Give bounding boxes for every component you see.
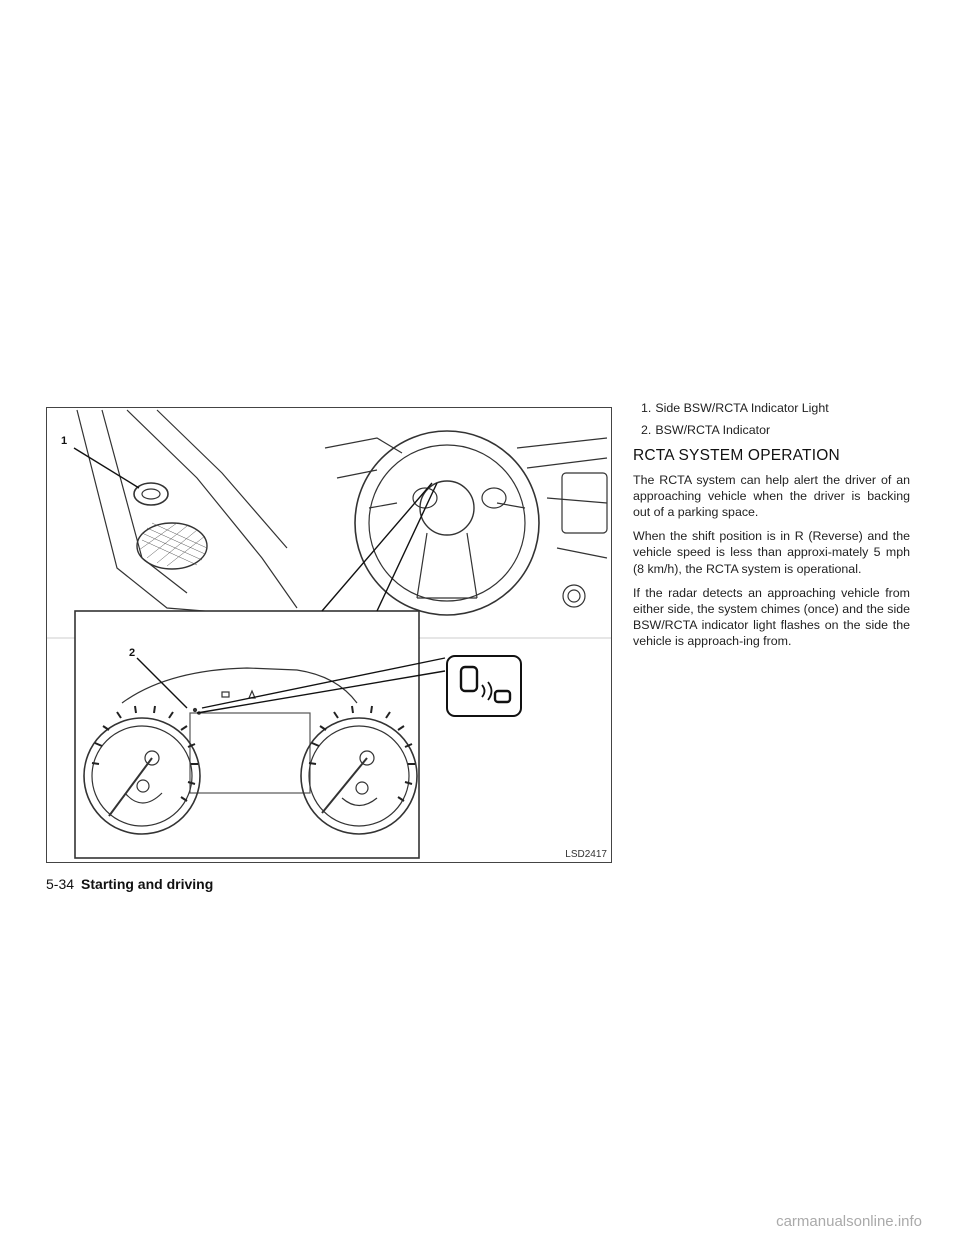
- dashboard-illustration: [47, 408, 612, 863]
- paragraph: The RCTA system can help alert the driver of an approaching vehicle when the driver is backing out of a parking space.: [633, 472, 910, 520]
- legend-label: Side BSW/RCTA Indicator Light: [655, 401, 829, 415]
- legend-label: BSW/RCTA Indicator: [655, 423, 771, 438]
- section-heading: RCTA SYSTEM OPERATION: [633, 447, 840, 465]
- page-footer: [46, 876, 213, 892]
- callout-2: 2: [129, 647, 136, 659]
- legend-item: [641, 422, 910, 438]
- page-number: 5-34: [46, 876, 75, 892]
- watermark: carmanualsonline.info: [776, 1213, 922, 1230]
- illustration-figure: [46, 407, 612, 863]
- footer-section-title: Starting and driving: [81, 876, 214, 892]
- legend-item: [641, 400, 910, 416]
- text-column: [633, 400, 910, 658]
- figure-code: LSD2417: [565, 849, 607, 860]
- legend-number: 2.: [641, 423, 652, 438]
- legend-number: 1.: [641, 401, 652, 415]
- callout-1: 1: [61, 435, 68, 447]
- paragraph: If the radar detects an approaching vehicle from either side, the system chimes (once) and the side BSW/RCTA indicator light flashes on the side the vehicle is approach-ing from.: [633, 585, 910, 649]
- paragraph: When the shift position is in R (Reverse) and the vehicle speed is less than approxi-mately 5 mph (8 km/h), the RCTA system is operational.: [633, 529, 910, 576]
